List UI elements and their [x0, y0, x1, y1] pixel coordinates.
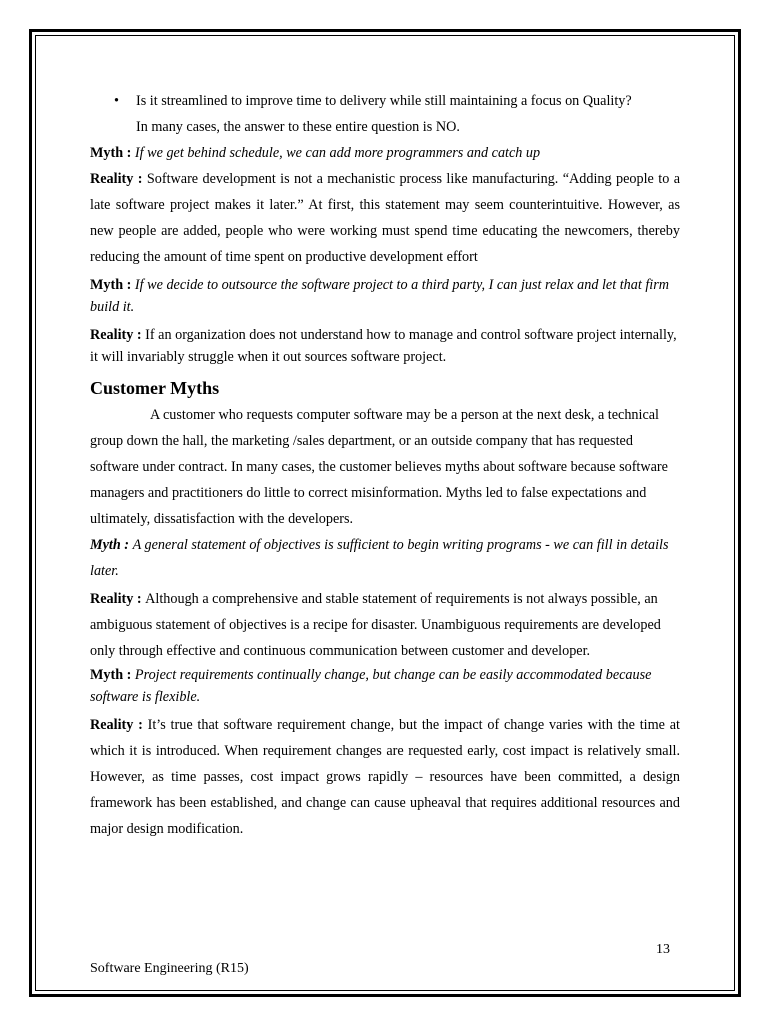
- myth-text: If we decide to outsource the software project to a third party, I can just relax and let that firm build it.: [90, 277, 669, 315]
- reality-text: Although a comprehensive and stable statement of requirements is not always possible, an ambiguous statement of objectives is a recipe for disaster. Unambiguous requirements are developed only through effective and continuous communication between customer and developer.: [90, 591, 661, 659]
- myth-text: A general statement of objectives is sufficient to begin writing programs - we can fill in details later.: [90, 537, 669, 579]
- reality-paragraph: [90, 712, 680, 842]
- reality-paragraph: [90, 166, 680, 270]
- page-number: 13: [656, 942, 670, 957]
- reality-label: Reality :: [90, 717, 148, 733]
- myth-label: Myth :: [90, 667, 135, 683]
- reality-text: If an organization does not understand how to manage and control software project internally, it will invariably struggle when it out sources software project.: [90, 327, 677, 365]
- section-intro: A customer who requests computer software may be a person at the next desk, a technical group down the hall, the marketing /sales department, or an outside company that has requested software under contract. In many cases, the customer believes myths about software because software managers and practitioners do little to correct misinformation. Myths led to false expectations and ultimately, dissatisfaction with the developers.: [90, 407, 668, 527]
- myth-label: Myth :: [90, 145, 135, 161]
- myth-paragraph: [90, 532, 680, 584]
- page-content: [90, 88, 680, 842]
- bullet-item: [90, 88, 680, 114]
- myth-paragraph: [90, 274, 680, 318]
- myth-label: Myth :: [90, 537, 133, 553]
- bullet-icon: •: [114, 93, 119, 109]
- reality-paragraph: [90, 324, 680, 368]
- reality-label: Reality :: [90, 171, 147, 187]
- myth-paragraph: [90, 664, 680, 708]
- myth-paragraph: [90, 140, 680, 166]
- myth-label: Myth :: [90, 277, 135, 293]
- reality-label: Reality :: [90, 327, 146, 343]
- myth-text: If we get behind schedule, we can add more programmers and catch up: [134, 145, 541, 161]
- reality-text: Software development is not a mechanistic process like manufacturing. “Adding people to a late software project makes it later.” At first, this statement may seem counterintuitive. However, as new people are added, people who were working must spend time educating the newcomers, thereby reducing the amount of time spent on productive development effort: [90, 171, 680, 265]
- footer-text: Software Engineering (R15): [90, 961, 249, 976]
- reality-paragraph: [90, 586, 680, 664]
- answer-line: In many cases, the answer to these entire question is NO.: [136, 119, 460, 135]
- myth-text: Project requirements continually change, but change can be easily accommodated because software is flexible.: [90, 667, 652, 705]
- reality-label: Reality :: [90, 591, 146, 607]
- section-heading: Customer Myths: [90, 378, 220, 398]
- bullet-text: Is it streamlined to improve time to delivery while still maintaining a focus on Quality?: [136, 93, 632, 109]
- reality-text: It’s true that software requirement change, but the impact of change varies with the time at which it is introduced. When requirement changes are requested early, cost impact is relatively small. However, as time passes, cost impact grows rapidly – resources have been committed, a design framework has been established, and change can cause upheaval that requires additional resources and major design modification.: [90, 717, 680, 837]
